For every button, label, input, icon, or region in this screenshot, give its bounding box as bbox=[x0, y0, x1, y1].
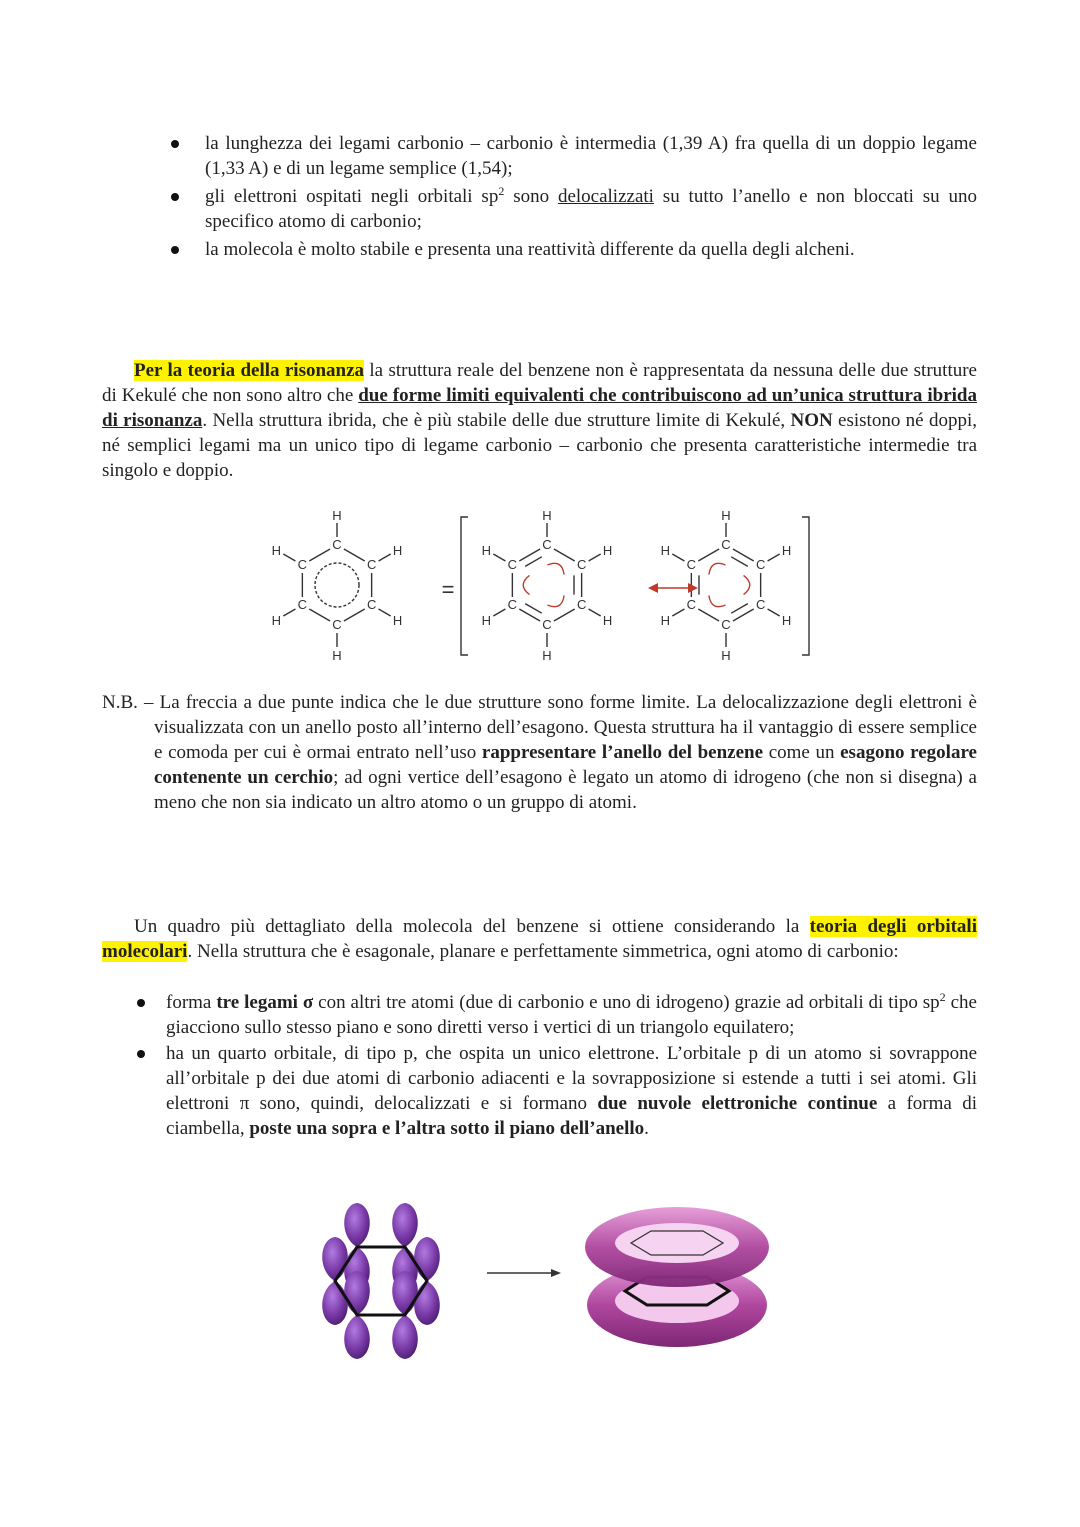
p-orbital-upper-lobe bbox=[392, 1271, 418, 1315]
nb-paragraph: N.B. – La freccia a due punte indica che le due strutture sono forme limite. La delocalizzazione degli elettroni è visualizzata con un anello posto all’interno dell’esagono. Questa struttura ha il vantaggio di essere semplice e comoda per cui è ormai entrato nell’uso rappresentare l’anello del benzene come un esagono regolare contenente un cerchio; ad ogni vertice dell’esagono è legato un atomo di idrogeno (che non si disegna) a meno che non sia indicato un altro atomo o un gruppo di atomi. bbox=[102, 692, 977, 813]
ch-bond bbox=[672, 554, 684, 561]
carbon-atom: C bbox=[755, 557, 766, 572]
hydrogen-atom: H bbox=[781, 613, 792, 628]
electron-shift-arrow bbox=[547, 595, 564, 606]
emphasis-underlined: due forme limiti equivalenti che contribuiscono ad un’unica struttura ibrida di risonanza bbox=[102, 385, 977, 431]
hydrogen-atom: H bbox=[542, 648, 552, 663]
hydrogen-atom: H bbox=[392, 613, 403, 628]
electron-shift-arrow bbox=[744, 575, 750, 594]
carbon-atom: C bbox=[332, 537, 342, 552]
transform-arrow bbox=[487, 1269, 561, 1277]
carbon-atom: C bbox=[542, 617, 552, 632]
carbon-atom: C bbox=[721, 617, 731, 632]
electron-shift-arrow bbox=[709, 595, 726, 606]
double-bond-line bbox=[525, 557, 542, 567]
list-item: la lunghezza dei legami carbonio – carbonio è intermedia (1,39 A) fra quella di un doppio legame (1,33 A) e di un legame semplice (1,54); bbox=[205, 131, 977, 181]
bullet-dot bbox=[137, 1050, 145, 1058]
hydrogen-atom: H bbox=[392, 543, 403, 558]
electron-shift-arrow bbox=[709, 563, 726, 574]
underlined-term: delocalizzati bbox=[557, 186, 654, 207]
orbital-paragraph: Un quadro più dettagliato della molecola del benzene si ottiene considerando la teoria degli orbitali molecolari. Nella struttura che è esagonale, planare e perfettamente simmetrica, ogni atomo di carbonio: bbox=[102, 916, 977, 962]
bonds bbox=[283, 523, 779, 647]
list-item: gli elettroni ospitati negli orbitali $sp^2$ sono delocalizzati su tutto l’anello e non bloccati su uno specifico atomo di carbonio; bbox=[205, 184, 977, 234]
delocalization-ring bbox=[315, 563, 359, 607]
carbon-atom: C bbox=[721, 537, 731, 552]
p-orbital-lower-lobe bbox=[344, 1315, 370, 1359]
carbon-atom: C bbox=[755, 597, 766, 612]
carbon-atom: C bbox=[366, 557, 377, 572]
bullet-list-bottom bbox=[166, 990, 977, 1141]
ch-bond bbox=[589, 609, 601, 616]
highlighted-term: Per la teoria della risonanza bbox=[134, 360, 365, 381]
bullet-dot bbox=[137, 999, 145, 1007]
p-orbital-lower-lobe bbox=[392, 1315, 418, 1359]
cc-bond bbox=[344, 609, 365, 621]
list-item: ha un quarto orbitale, di tipo p, che ospita un unico elettrone. L’orbitale p di un atomo si sovrappone all’orbitale p dei due atomi di carbonio adiacenti e la sovrapposizione si estende a tutti i sei atomi. Gli elettroni π sono, quindi, delocalizzati e si formano due nuvole elettroniche continue a forma di ciambella, poste una sopra e l’altra sotto il piano dell’anello. bbox=[166, 1041, 977, 1141]
bullet-dot bbox=[171, 193, 179, 201]
left-bracket bbox=[461, 517, 468, 655]
p-orbital-lobes bbox=[322, 1203, 440, 1359]
equals-sign: = bbox=[441, 577, 455, 602]
benzene-orbital-illustration bbox=[295, 1185, 785, 1365]
hydrogen-atom: H bbox=[602, 613, 613, 628]
cc-bond bbox=[554, 549, 575, 561]
electron-cloud-rings bbox=[585, 1207, 769, 1347]
hydrogen-atom: H bbox=[332, 648, 342, 663]
double-bond-line bbox=[525, 604, 542, 614]
carbon-atom: C bbox=[366, 597, 377, 612]
p-orbital-upper-lobe bbox=[344, 1271, 370, 1315]
hydrogen-atom: H bbox=[481, 543, 492, 558]
hydrogen-atom: H bbox=[481, 613, 492, 628]
hydrogen-atom: H bbox=[271, 613, 282, 628]
hydrogen-atom: H bbox=[602, 543, 613, 558]
ch-bond bbox=[493, 554, 505, 561]
cc-bond bbox=[344, 549, 365, 561]
bullet-dot bbox=[171, 140, 179, 148]
double-bond-line bbox=[731, 604, 748, 614]
p-orbital-upper-lobe bbox=[414, 1237, 440, 1281]
hydrogen-atom: H bbox=[781, 543, 792, 558]
ch-bond bbox=[672, 609, 684, 616]
cc-bond bbox=[698, 549, 719, 561]
hydrogen-atom: H bbox=[271, 543, 282, 558]
hydrogen-atom: H bbox=[721, 508, 731, 523]
highlighted-term: teoria degli orbitali molecolari bbox=[102, 916, 977, 962]
hydrogen-atom: H bbox=[332, 508, 342, 523]
cc-bond bbox=[554, 609, 575, 621]
hydrogen-atom: H bbox=[542, 508, 552, 523]
carbon-atom: C bbox=[332, 617, 342, 632]
carbon-atom: C bbox=[576, 557, 587, 572]
atom-labels bbox=[272, 508, 792, 663]
ch-bond bbox=[379, 609, 391, 616]
carbon-atom: C bbox=[507, 597, 518, 612]
double-headed-arrow bbox=[648, 583, 698, 593]
carbon-atom: C bbox=[507, 557, 518, 572]
electron-shift-arrow bbox=[547, 563, 564, 574]
cc-bond bbox=[309, 609, 330, 621]
double-bond-line bbox=[731, 557, 748, 567]
list-item: forma tre legami σ con altri tre atomi (due di carbonio e uno di idrogeno) grazie ad orbitali di tipo $sp^2$ che giacciono sullo stesso piano e sono diretti verso i vertici di un triangolo equilatero; bbox=[166, 990, 977, 1040]
carbon-atom: C bbox=[686, 597, 697, 612]
ch-bond bbox=[589, 554, 601, 561]
benzene-resonance-diagram bbox=[250, 495, 830, 675]
carbon-atom: C bbox=[297, 597, 308, 612]
resonance-paragraph: Per la teoria della risonanza la struttura reale del benzene non è rappresentata da nessuna delle due strutture di Kekulé che non sono altro che due forme limiti equivalenti che contribuiscono ad un’unica struttura ibrida di risonanza. Nella struttura ibrida, che è più stabile delle due strutture limite di Kekulé, NON esistono né doppi, né semplici legami ma un unico tipo di legame carbonio – carbonio che presenta caratteristiche intermedie tra singolo e doppio. bbox=[102, 360, 977, 481]
cc-bond bbox=[309, 549, 330, 561]
ch-bond bbox=[768, 609, 780, 616]
nb-lead: N.B. – bbox=[102, 692, 160, 713]
p-orbital-upper-lobe bbox=[322, 1237, 348, 1281]
p-orbital-upper-lobe bbox=[344, 1203, 370, 1247]
ch-bond bbox=[379, 554, 391, 561]
bullet-dot bbox=[171, 246, 179, 254]
p-orbital-lower-lobe bbox=[322, 1281, 348, 1325]
carbon-atom: C bbox=[297, 557, 308, 572]
right-bracket bbox=[802, 517, 809, 655]
ch-bond bbox=[768, 554, 780, 561]
hydrogen-atom: H bbox=[721, 648, 731, 663]
bullet-list-top bbox=[205, 131, 977, 262]
carbon-atom: C bbox=[686, 557, 697, 572]
cc-bond bbox=[698, 609, 719, 621]
ch-bond bbox=[283, 554, 295, 561]
list-item: la molecola è molto stabile e presenta una reattività differente da quella degli alcheni. bbox=[205, 237, 977, 262]
carbon-atom: C bbox=[542, 537, 552, 552]
ch-bond bbox=[283, 609, 295, 616]
electron-shift-arrow bbox=[523, 575, 529, 594]
p-orbital-lower-lobe bbox=[414, 1281, 440, 1325]
p-orbital-upper-lobe bbox=[392, 1203, 418, 1247]
hydrogen-atom: H bbox=[660, 543, 671, 558]
hydrogen-atom: H bbox=[660, 613, 671, 628]
carbon-atom: C bbox=[576, 597, 587, 612]
ch-bond bbox=[493, 609, 505, 616]
